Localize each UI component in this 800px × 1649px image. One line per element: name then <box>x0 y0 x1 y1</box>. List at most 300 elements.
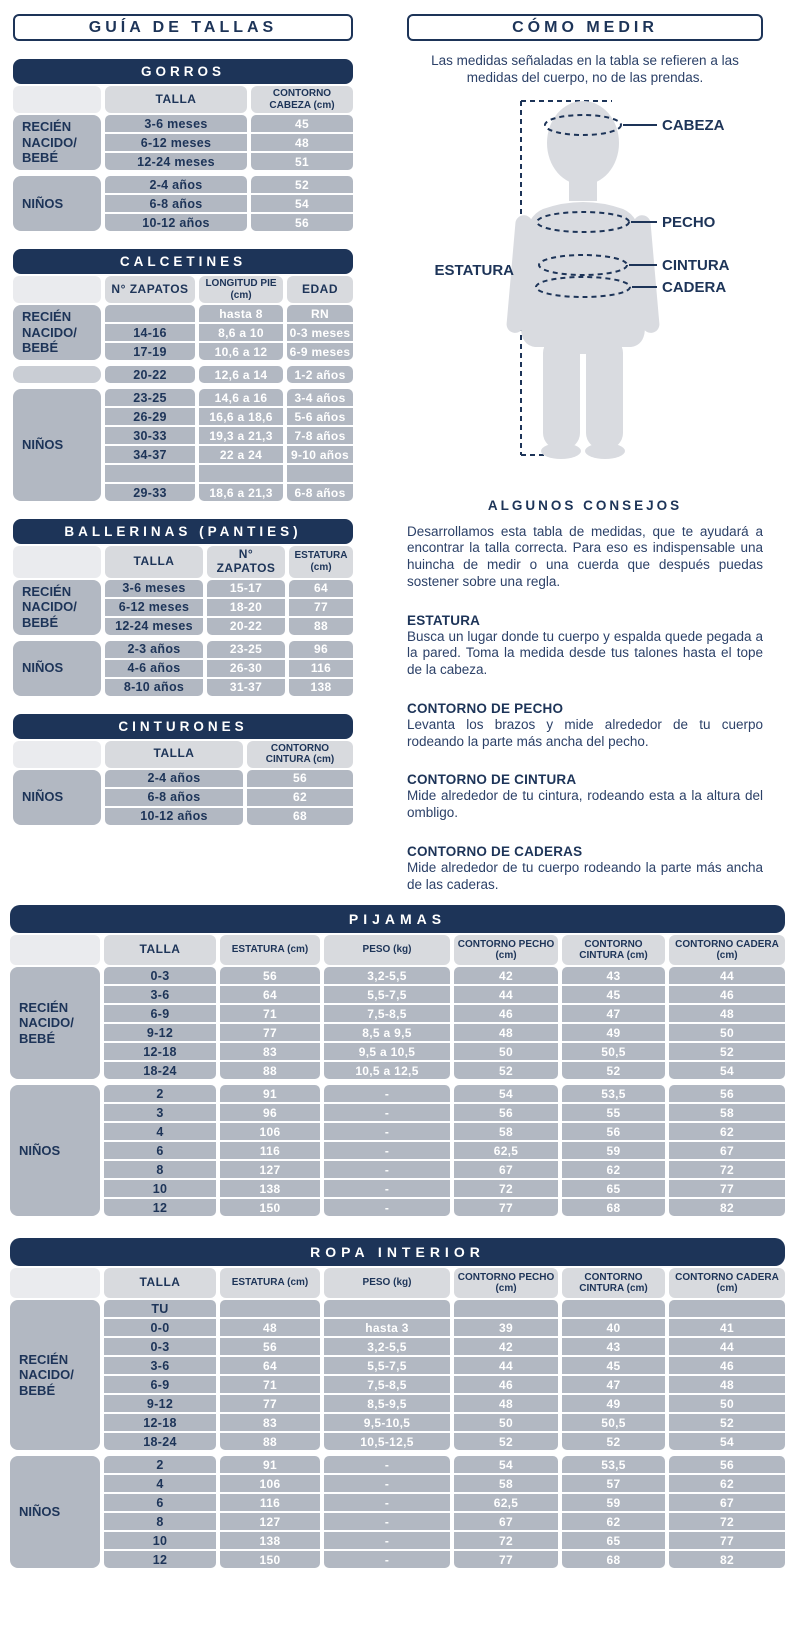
table-cell <box>105 465 195 482</box>
table-header-cell: CONTORNO CINTURA (cm) <box>247 741 353 768</box>
table-header-cell: TALLA <box>104 935 216 965</box>
table-cell: 52 <box>669 1043 785 1060</box>
table-group-label <box>13 366 101 383</box>
table-header-cell: N° ZAPATOS <box>105 276 195 303</box>
cintura-label: CINTURA <box>662 256 730 274</box>
table-cell: 54 <box>669 1433 785 1450</box>
table-cell: - <box>324 1161 450 1178</box>
table-cell: 39 <box>454 1319 558 1336</box>
table-cell: 6-8 años <box>105 789 243 806</box>
table-cell: 44 <box>669 1338 785 1355</box>
table-header-cell: ESTATURA (cm) <box>289 546 353 578</box>
table-cell: 56 <box>669 1085 785 1102</box>
table-title: ROPA INTERIOR <box>10 1238 785 1266</box>
table-cell: 72 <box>669 1513 785 1530</box>
table-cell: 77 <box>454 1551 558 1568</box>
table-cell: 43 <box>562 967 665 984</box>
table-title: PIJAMAS <box>10 905 785 933</box>
table-cell: 50,5 <box>562 1043 665 1060</box>
table-cell: 55 <box>562 1104 665 1121</box>
table-cell: 96 <box>289 641 353 658</box>
table-cell: - <box>324 1532 450 1549</box>
table-header-cell: CONTORNO CADERA (cm) <box>669 1268 785 1298</box>
table-header-cell: CONTORNO CINTURA (cm) <box>562 1268 665 1298</box>
table-cell: 72 <box>669 1161 785 1178</box>
table-cell: 53,5 <box>562 1456 665 1473</box>
section-text: Mide alrededor de tu cuerpo rodeando la parte más ancha de las caderas. <box>407 859 763 892</box>
table-header-cell: CONTORNO CABEZA (cm) <box>251 86 353 113</box>
table-group-label: RECIÉN NACIDO/ BEBÉ <box>13 305 101 360</box>
measure-section-pecho <box>407 701 763 750</box>
table-cell <box>454 1300 558 1317</box>
pecho-label: PECHO <box>662 213 716 231</box>
table-cell: 3-6 <box>104 986 216 1003</box>
table-cell: - <box>324 1551 450 1568</box>
table-gorros <box>13 59 353 231</box>
table-cell: 67 <box>454 1161 558 1178</box>
table-cell: 2 <box>104 1456 216 1473</box>
section-heading: CONTORNO DE CINTURA <box>407 772 577 788</box>
tips-text: Desarrollamos esta tabla de medidas, que te ayudará a encontrar la talla correcta. Para eso es indispensable una huincha de medir o una cuerda que después puedas sostener sobre una regla. <box>407 523 763 589</box>
table-group-spacer <box>10 1452 785 1454</box>
table-cell: 54 <box>251 195 353 212</box>
table-cell: 26-30 <box>207 660 285 677</box>
table-cell: 51 <box>251 153 353 170</box>
table-cell: 2-4 años <box>105 176 247 193</box>
table-header-empty-cell <box>13 276 101 303</box>
table-cell: 54 <box>669 1062 785 1079</box>
table-cell: 2-4 años <box>105 770 243 787</box>
table-cell: 18,6 a 21,3 <box>199 484 283 501</box>
table-cell: 3-6 <box>104 1357 216 1374</box>
child-silhouette <box>506 101 660 459</box>
table-ropa-interior <box>10 1238 785 1568</box>
table-header-cell: PESO (kg) <box>324 935 450 965</box>
table-cell: 1-2 años <box>287 366 353 383</box>
table-cell: 83 <box>220 1043 320 1060</box>
table-cell: 14,6 a 16 <box>199 389 283 406</box>
table-cell: 57 <box>562 1475 665 1492</box>
table-cell: 26-29 <box>105 408 195 425</box>
table-cell: 41 <box>669 1319 785 1336</box>
table-group-label: NIÑOS <box>13 389 101 501</box>
table-cell: 50,5 <box>562 1414 665 1431</box>
table-cell: 50 <box>454 1414 558 1431</box>
table-cell: 12-24 meses <box>105 153 247 170</box>
table-cell: 23-25 <box>207 641 285 658</box>
table-cell: - <box>324 1494 450 1511</box>
measure-section-caderas <box>407 844 763 893</box>
table-cell: 6-9 <box>104 1005 216 1022</box>
table-cell: 96 <box>220 1104 320 1121</box>
table-cell: 10,6 a 12 <box>199 343 283 360</box>
table-cell: 6-12 meses <box>105 134 247 151</box>
table-cell: 68 <box>247 808 353 825</box>
table-cell: 77 <box>220 1395 320 1412</box>
how-to-measure-column <box>407 14 763 893</box>
table-header-empty-cell <box>10 935 100 965</box>
table-header-cell: LONGITUD PIE (cm) <box>199 276 283 303</box>
table-cell: 58 <box>669 1104 785 1121</box>
table-cell: 9-12 <box>104 1395 216 1412</box>
table-cell: 72 <box>454 1532 558 1549</box>
table-title: CALCETINES <box>13 249 353 274</box>
measure-section-estatura <box>407 613 763 679</box>
table-header-cell: TALLA <box>105 741 243 768</box>
section-text: Busca un lugar donde tu cuerpo y espalda quede pegada a la pared. Toma la medida desde tus talones hasta el tope de la cabeza. <box>407 628 763 678</box>
table-cell: 0-3 <box>104 967 216 984</box>
table-cell: 30-33 <box>105 427 195 444</box>
table-group-label: NIÑOS <box>13 770 101 825</box>
table-cell: 8 <box>104 1161 216 1178</box>
table-cell: 3-6 meses <box>105 580 203 597</box>
table-cell: 64 <box>289 580 353 597</box>
table-header-cell: EDAD <box>287 276 353 303</box>
table-cell: 0-3 meses <box>287 324 353 341</box>
table-cell: 77 <box>669 1180 785 1197</box>
table-header-cell: TALLA <box>104 1268 216 1298</box>
table-cell: 56 <box>220 1338 320 1355</box>
table-cell: 7,5-8,5 <box>324 1376 450 1393</box>
table-header-empty-cell <box>13 741 101 768</box>
left-column <box>13 14 353 825</box>
table-cell: 83 <box>220 1414 320 1431</box>
table-cell: hasta 8 <box>199 305 283 322</box>
table-group-spacer <box>13 385 353 387</box>
table-cell: 48 <box>669 1005 785 1022</box>
section-heading: CONTORNO DE PECHO <box>407 700 564 716</box>
table-cell: 8 <box>104 1513 216 1530</box>
table-cell: 58 <box>454 1123 558 1140</box>
table-cell: 116 <box>289 660 353 677</box>
table-cell: 31-37 <box>207 679 285 696</box>
table-header-empty-cell <box>10 1268 100 1298</box>
table-pijamas <box>10 905 785 1216</box>
table-cell: 138 <box>289 679 353 696</box>
table-cell: 12 <box>104 1551 216 1568</box>
table-cell: 50 <box>669 1395 785 1412</box>
table-group-label: NIÑOS <box>13 641 101 696</box>
table-cell: 6 <box>104 1142 216 1159</box>
table-cell: - <box>324 1085 450 1102</box>
table-cell: - <box>324 1199 450 1216</box>
table-cell: 5-6 años <box>287 408 353 425</box>
table-cell: 106 <box>220 1475 320 1492</box>
table-cell: 10,5 a 12,5 <box>324 1062 450 1079</box>
table-calcetines <box>13 249 353 501</box>
table-cell: 5,5-7,5 <box>324 986 450 1003</box>
table-cell: 2 <box>104 1085 216 1102</box>
table-group-spacer <box>13 172 353 174</box>
table-cell: 18-24 <box>104 1433 216 1450</box>
section-heading: CONTORNO DE CADERAS <box>407 843 583 859</box>
table-group-label: NIÑOS <box>10 1085 100 1216</box>
table-cell: 42 <box>454 967 558 984</box>
table-cell: 48 <box>251 134 353 151</box>
table-header-cell: ESTATURA (cm) <box>220 1268 320 1298</box>
table-cell: 44 <box>669 967 785 984</box>
how-to-measure-title: CÓMO MEDIR <box>407 14 763 41</box>
table-cell: 10 <box>104 1180 216 1197</box>
table-cell: 88 <box>289 618 353 635</box>
table-cell: 7,5-8,5 <box>324 1005 450 1022</box>
table-cell: - <box>324 1180 450 1197</box>
table-cell: 58 <box>454 1475 558 1492</box>
table-cell: 48 <box>220 1319 320 1336</box>
table-cell: 9-10 años <box>287 446 353 463</box>
table-cell: 77 <box>669 1532 785 1549</box>
section-text: Levanta los brazos y mide alrededor de tu cuerpo rodeando la parte más ancha del pecho. <box>407 716 763 749</box>
table-cell: 45 <box>562 986 665 1003</box>
table-cell: 8,5-9,5 <box>324 1395 450 1412</box>
table-cell: 0-0 <box>104 1319 216 1336</box>
table-cell: - <box>324 1475 450 1492</box>
table-cell: 4 <box>104 1123 216 1140</box>
table-cell: 52 <box>454 1433 558 1450</box>
table-cell: 54 <box>454 1085 558 1102</box>
table-cell: 65 <box>562 1532 665 1549</box>
table-cell: 62,5 <box>454 1494 558 1511</box>
table-cell: 45 <box>562 1357 665 1374</box>
table-cell: - <box>324 1104 450 1121</box>
table-cell: 3,2-5,5 <box>324 1338 450 1355</box>
table-cell: 6-8 años <box>105 195 247 212</box>
table-group-label: NIÑOS <box>10 1456 100 1568</box>
table-cell: 49 <box>562 1024 665 1041</box>
table-cell: 22 a 24 <box>199 446 283 463</box>
table-cell: 46 <box>454 1376 558 1393</box>
table-header-cell: TALLA <box>105 546 203 578</box>
table-cell <box>562 1300 665 1317</box>
table-cell: 62 <box>669 1123 785 1140</box>
table-cell: 6-9 <box>104 1376 216 1393</box>
table-cell: 91 <box>220 1085 320 1102</box>
table-cinturones <box>13 714 353 825</box>
table-cell: 54 <box>454 1456 558 1473</box>
table-cell: 138 <box>220 1532 320 1549</box>
table-cell: 3-6 meses <box>105 115 247 132</box>
table-group-spacer <box>10 1081 785 1083</box>
table-cell: 77 <box>289 599 353 616</box>
table-ballerinas <box>13 519 353 696</box>
table-cell: 19,3 a 21,3 <box>199 427 283 444</box>
table-cell: 62 <box>247 789 353 806</box>
table-group-label: RECIÉN NACIDO/ BEBÉ <box>13 115 101 170</box>
table-cell: 53,5 <box>562 1085 665 1102</box>
table-header-empty-cell <box>13 86 101 113</box>
table-cell: 47 <box>562 1376 665 1393</box>
table-cell: 56 <box>669 1456 785 1473</box>
table-cell: 9,5 a 10,5 <box>324 1043 450 1060</box>
table-cell: hasta 3 <box>324 1319 450 1336</box>
table-cell: 67 <box>669 1494 785 1511</box>
table-cell: 88 <box>220 1433 320 1450</box>
table-cell: 5,5-7,5 <box>324 1357 450 1374</box>
table-header-cell: ESTATURA (cm) <box>220 935 320 965</box>
table-cell: 9-12 <box>104 1024 216 1041</box>
table-cell: 16,6 a 18,6 <box>199 408 283 425</box>
table-cell: 71 <box>220 1376 320 1393</box>
table-cell: 10 <box>104 1532 216 1549</box>
table-cell: 64 <box>220 986 320 1003</box>
table-cell: 12,6 a 14 <box>199 366 283 383</box>
table-cell: 150 <box>220 1199 320 1216</box>
table-cell: 52 <box>562 1433 665 1450</box>
table-cell: 50 <box>454 1043 558 1060</box>
table-cell: 77 <box>220 1024 320 1041</box>
table-cell: 34-37 <box>105 446 195 463</box>
table-cell: 59 <box>562 1494 665 1511</box>
table-cell: 91 <box>220 1456 320 1473</box>
table-cell: 42 <box>454 1338 558 1355</box>
table-cell: 72 <box>454 1180 558 1197</box>
table-cell: 3-4 años <box>287 389 353 406</box>
table-cell: 44 <box>454 986 558 1003</box>
table-cell: 14-16 <box>105 324 195 341</box>
table-cell: 46 <box>669 986 785 1003</box>
table-cell: 8-10 años <box>105 679 203 696</box>
table-group-label: RECIÉN NACIDO/ BEBÉ <box>13 580 101 635</box>
table-cell: 12-18 <box>104 1414 216 1431</box>
table-header-cell: CONTORNO PECHO (cm) <box>454 1268 558 1298</box>
table-cell: 7-8 años <box>287 427 353 444</box>
table-cell: 56 <box>251 214 353 231</box>
table-cell: 56 <box>454 1104 558 1121</box>
table-header-cell: N° ZAPATOS <box>207 546 285 578</box>
table-cell: 59 <box>562 1142 665 1159</box>
table-cell: 3,2-5,5 <box>324 967 450 984</box>
table-title: BALLERINAS (PANTIES) <box>13 519 353 544</box>
table-cell: 56 <box>562 1123 665 1140</box>
table-cell <box>669 1300 785 1317</box>
table-title: GORROS <box>13 59 353 84</box>
table-cell: 62,5 <box>454 1142 558 1159</box>
table-cell: TU <box>104 1300 216 1317</box>
table-cell: 10,5-12,5 <box>324 1433 450 1450</box>
measure-intro-text: Las medidas señaladas en la tabla se refieren a las medidas del cuerpo, no de las prendas. <box>431 53 739 85</box>
table-header-cell: CONTORNO CINTURA (cm) <box>562 935 665 965</box>
table-group-spacer <box>13 362 353 364</box>
table-cell: 52 <box>562 1062 665 1079</box>
table-cell: 12-18 <box>104 1043 216 1060</box>
table-cell: 48 <box>454 1024 558 1041</box>
table-cell: 116 <box>220 1142 320 1159</box>
table-cell: 82 <box>669 1551 785 1568</box>
table-cell: 20-22 <box>105 366 195 383</box>
section-text: Mide alrededor de tu cintura, rodeando esta a la altura del ombligo. <box>407 788 763 821</box>
table-cell: 116 <box>220 1494 320 1511</box>
table-group-spacer <box>13 637 353 639</box>
table-cell: 47 <box>562 1005 665 1022</box>
table-cell: 18-24 <box>104 1062 216 1079</box>
table-cell: 68 <box>562 1551 665 1568</box>
table-cell: 18-20 <box>207 599 285 616</box>
table-cell <box>105 305 195 322</box>
table-cell: 10-12 años <box>105 808 243 825</box>
table-group-label: NIÑOS <box>13 176 101 231</box>
table-cell: - <box>324 1142 450 1159</box>
table-cell: - <box>324 1456 450 1473</box>
body-measurement-diagram <box>407 97 763 467</box>
table-cell: 138 <box>220 1180 320 1197</box>
table-cell: - <box>324 1513 450 1530</box>
table-cell: 3 <box>104 1104 216 1121</box>
section-heading: ESTATURA <box>407 612 481 628</box>
table-cell: 65 <box>562 1180 665 1197</box>
table-header-cell: PESO (kg) <box>324 1268 450 1298</box>
table-cell: 127 <box>220 1513 320 1530</box>
table-cell: 62 <box>562 1513 665 1530</box>
table-cell: 150 <box>220 1551 320 1568</box>
table-cell: 48 <box>669 1376 785 1393</box>
table-cell: 40 <box>562 1319 665 1336</box>
table-cell <box>324 1300 450 1317</box>
table-cell: 62 <box>669 1475 785 1492</box>
table-group-label: RECIÉN NACIDO/ BEBÉ <box>10 967 100 1079</box>
table-cell: 52 <box>454 1062 558 1079</box>
table-group-label: RECIÉN NACIDO/ BEBÉ <box>10 1300 100 1450</box>
table-cell: 56 <box>247 770 353 787</box>
table-cell: 52 <box>669 1414 785 1431</box>
table-cell: 4 <box>104 1475 216 1492</box>
table-cell: 106 <box>220 1123 320 1140</box>
table-header-cell: CONTORNO CADERA (cm) <box>669 935 785 965</box>
table-cell: 52 <box>251 176 353 193</box>
table-cell: 67 <box>669 1142 785 1159</box>
cadera-label: CADERA <box>662 278 727 296</box>
table-cell: - <box>324 1123 450 1140</box>
table-cell: 8,6 a 10 <box>199 324 283 341</box>
table-cell: RN <box>287 305 353 322</box>
estatura-label: ESTATURA <box>434 261 514 279</box>
table-cell: 4-6 años <box>105 660 203 677</box>
table-cell <box>199 465 283 482</box>
table-cell: 23-25 <box>105 389 195 406</box>
measure-section-cintura <box>407 772 763 821</box>
table-cell: 82 <box>669 1199 785 1216</box>
table-cell: 71 <box>220 1005 320 1022</box>
table-cell <box>287 465 353 482</box>
table-title: CINTURONES <box>13 714 353 739</box>
table-cell: 6 <box>104 1494 216 1511</box>
page-title: GUÍA DE TALLAS <box>13 14 353 41</box>
table-cell: 45 <box>251 115 353 132</box>
table-cell: 8,5 a 9,5 <box>324 1024 450 1041</box>
table-cell: 29-33 <box>105 484 195 501</box>
table-cell <box>220 1300 320 1317</box>
table-cell: 62 <box>562 1161 665 1178</box>
table-cell: 2-3 años <box>105 641 203 658</box>
table-header-empty-cell <box>13 546 101 578</box>
table-cell: 46 <box>669 1357 785 1374</box>
table-cell: 12 <box>104 1199 216 1216</box>
table-cell: 43 <box>562 1338 665 1355</box>
table-cell: 10-12 años <box>105 214 247 231</box>
table-cell: 12-24 meses <box>105 618 203 635</box>
table-header-cell: TALLA <box>105 86 247 113</box>
table-cell: 77 <box>454 1199 558 1216</box>
table-cell: 9,5-10,5 <box>324 1414 450 1431</box>
table-cell: 6-9 meses <box>287 343 353 360</box>
tips-title: ALGUNOS CONSEJOS <box>487 497 683 513</box>
table-cell: 67 <box>454 1513 558 1530</box>
table-header-cell: CONTORNO PECHO (cm) <box>454 935 558 965</box>
table-cell: 17-19 <box>105 343 195 360</box>
table-cell: 48 <box>454 1395 558 1412</box>
table-cell: 49 <box>562 1395 665 1412</box>
table-cell: 88 <box>220 1062 320 1079</box>
table-cell: 56 <box>220 967 320 984</box>
